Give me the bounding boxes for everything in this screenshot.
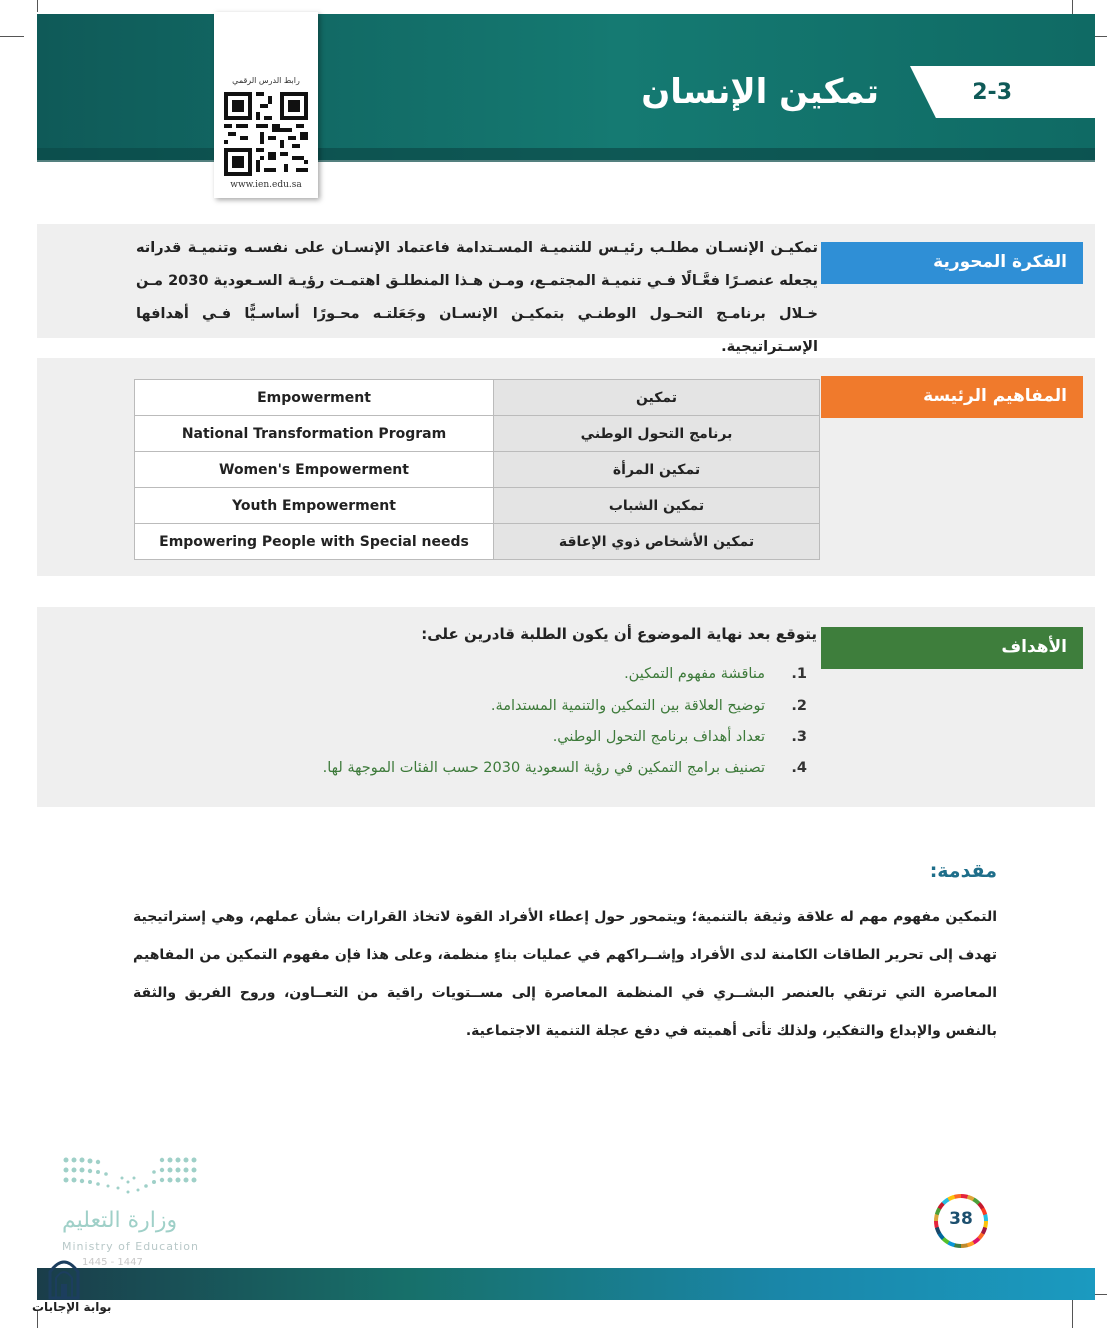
page-number-badge: [934, 1194, 988, 1248]
table-row: [135, 452, 820, 488]
objective-item: [624, 666, 807, 682]
qr-caption: رابط الدرس الرقمي: [232, 76, 300, 85]
table-row: [135, 488, 820, 524]
term-english: Empowering People with Special needs: [135, 524, 494, 560]
concepts-label: المفاهيم الرئيسة: [821, 376, 1083, 418]
objective-number: 1.: [791, 666, 807, 682]
key-idea-label: الفكرة المحورية: [821, 242, 1083, 284]
table-row: [135, 380, 820, 416]
objective-number: 2.: [791, 698, 807, 714]
qr-code-icon[interactable]: [224, 90, 308, 178]
objective-number: 4.: [791, 760, 807, 776]
introduction-heading: مقدمة:: [929, 860, 997, 882]
crop-mark: [0, 36, 24, 37]
term-english: Empowerment: [135, 380, 494, 416]
term-arabic: تمكين المرأة: [494, 452, 820, 488]
introduction-text: التمكين مفهوم مهم له علاقة وثيقة بالتنمية؛ ويتمحور حول إعطاء الأفراد القوة لاتخاذ القرارات بشأن عملهم، وهي إستراتيجية تهدف إلى تحرير الطاقات الكامنة لدى الأفراد وإشــراكهم في عمليات بناءٍ منظمة، وعلى هذا فإن مفهوم التمكين من المفاهيم المعاصرة التي ترتقي بالعنصر البشــري في المنظمة المعاصرة إلى مســتويات راقية من التعــاون، وروح الفريق والثقة بالنفس والإبداع والتفكير، ولذلك تأتى أهميته في دفع عجلة التنمية الاجتماعية.: [133, 909, 997, 1039]
term-english: National Transformation Program: [135, 416, 494, 452]
ministry-name-english: Ministry of Education: [62, 1240, 200, 1253]
table-row: [135, 416, 820, 452]
term-arabic: تمكين الأشخاص ذوي الإعاقة: [494, 524, 820, 560]
term-english: Youth Empowerment: [135, 488, 494, 524]
lesson-title: تمكين الإنسان: [641, 72, 879, 112]
footer-banner: [37, 1268, 1095, 1300]
objective-text: تصنيف برامج التمكين في رؤية السعودية 2030 حسب الفئات الموجهة لها.: [322, 760, 765, 776]
qr-card[interactable]: [214, 12, 318, 198]
ministry-year: 1445 - 1447: [82, 1257, 143, 1268]
ministry-logo-icon: [62, 1154, 198, 1200]
term-arabic: تمكين الشباب: [494, 488, 820, 524]
header-bottom-strip: [37, 148, 1095, 162]
watermark-text: بوابة الإجابات: [32, 1300, 112, 1314]
mosque-logo-icon: [46, 1254, 82, 1300]
objective-item: [553, 729, 807, 745]
objective-number: 3.: [791, 729, 807, 745]
objective-item: [323, 760, 807, 776]
term-arabic: برنامج التحول الوطني: [494, 416, 820, 452]
objectives-label: الأهداف: [821, 627, 1083, 669]
crop-mark: [1072, 1300, 1073, 1328]
objective-text: تعداد أهداف برنامج التحول الوطني.: [552, 729, 765, 745]
lesson-number: 2-3: [972, 80, 1012, 105]
key-idea-text: تمكيـن الإنسـان مطلـب رئيـس للتنميـة المسـتدامة فاعتماد الإنسـان على نفسـه وتنميـة قدراته يجعله عنصـرًا فعَّـالًا فـي تنميـة المجتمـع، ومـن هـذا المنطلـق اهتمـت رؤيـة السـعودية 2030 مـن خـلال برنامـج التحـول الوطنـي بتمكيـن الإنسـان وجَعَلتـه محـورًا أساسـيًّا فـي أهدافها الإسـتراتيجية.: [136, 240, 818, 355]
term-english: Women's Empowerment: [135, 452, 494, 488]
objectives-intro: يتوقع بعد نهاية الموضوع أن يكون الطلبة قادرين على:: [421, 625, 817, 643]
concepts-table: [134, 379, 820, 560]
term-arabic: تمكين: [494, 380, 820, 416]
ministry-name-arabic: وزارة التعليم: [62, 1208, 178, 1233]
page-number: 38: [949, 1209, 973, 1229]
objective-text: مناقشة مفهوم التمكين.: [624, 666, 765, 682]
objective-item: [491, 698, 807, 714]
objective-text: توضيح العلاقة بين التمكين والتنمية المستدامة.: [490, 698, 765, 714]
table-row: [135, 524, 820, 560]
qr-url[interactable]: www.ien.edu.sa: [230, 180, 302, 190]
crop-mark: [37, 0, 38, 12]
